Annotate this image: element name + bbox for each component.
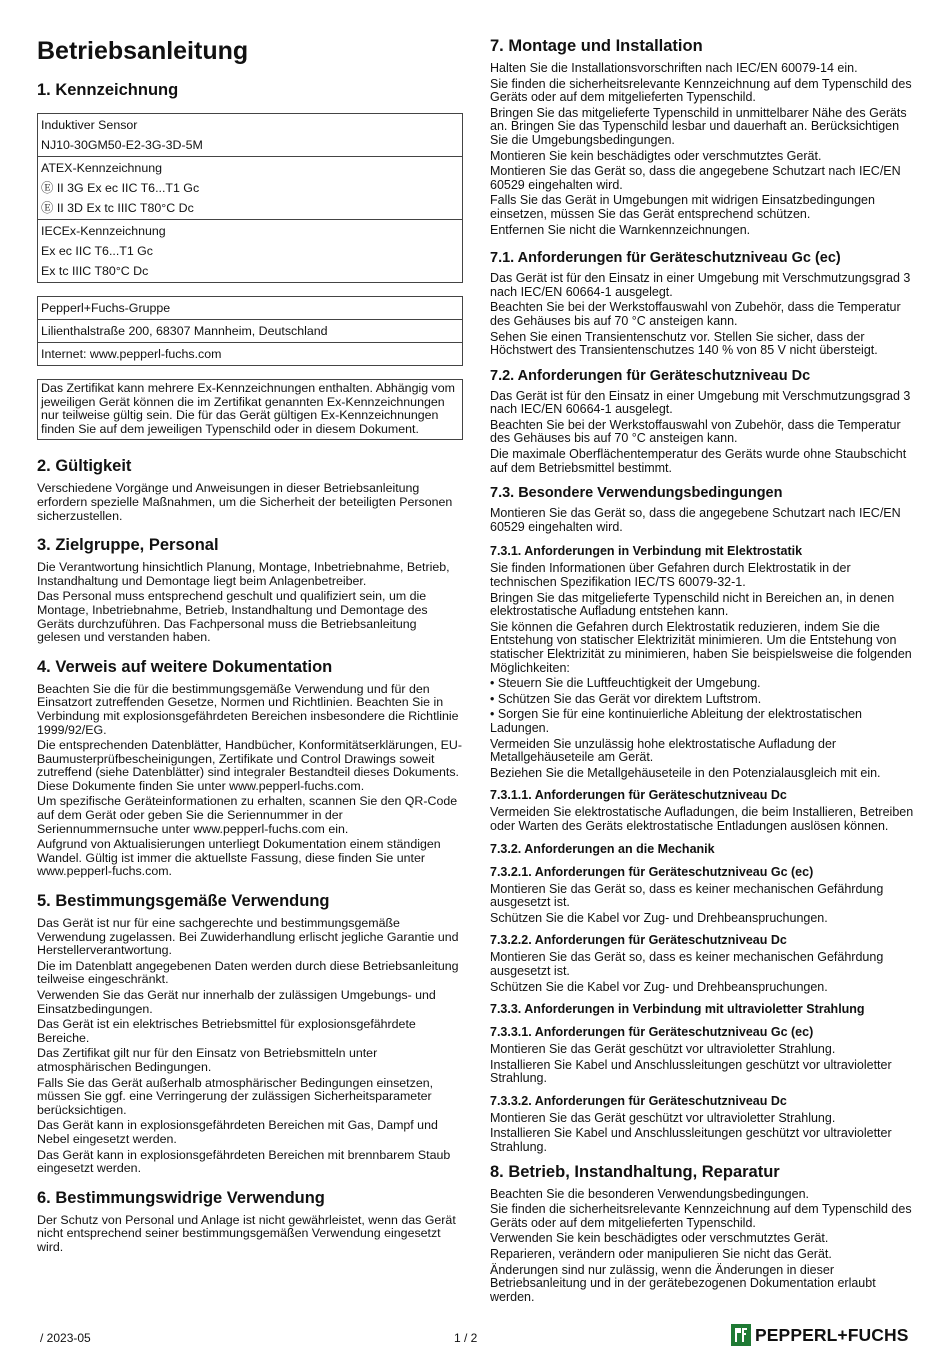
ident-line: Ⓔ II 3D Ex tc IIIC T80°C Dc (41, 201, 194, 215)
paragraph: Verwenden Sie kein beschädigtes oder verschmutztes Gerät. (490, 1231, 829, 1246)
paragraph: Das Gerät ist ein elektrisches Betriebsmittel für explosionsgefährdete Bereiche. (37, 1017, 416, 1045)
paragraph: Montieren Sie kein beschädigtes oder verschmutztes Gerät. (490, 148, 822, 163)
paragraph: Die maximale Oberflächentemperatur des Geräts wurde ohne Staubschicht auf dem Betriebsmittel bestimmt. (490, 447, 907, 475)
paragraph: Entfernen Sie nicht die Warnkennzeichnungen. (490, 222, 751, 237)
section (37, 1188, 463, 1255)
paragraph: Montieren Sie das Gerät geschützt vor ultravioletter Strahlung. (490, 1110, 836, 1125)
bullet-item: • Schützen Sie das Gerät vor direktem Luftstrom. (490, 693, 914, 707)
page-title: Betriebsanleitung (37, 37, 249, 65)
section (490, 864, 914, 926)
section-heading: 7.3.3.2. Anforderungen für Geräteschutzniveau Dc (490, 1093, 787, 1108)
paragraph: Beziehen Sie die Metallgehäuseteile in den Potenzialausgleich mit ein. (490, 765, 881, 780)
paragraph: Beachten Sie die für die bestimmungsgemäße Verwendung und für den Einsatzort zutreffenden Gesetze, Normen und Richtlinien. Beachten Sie in Verbindung mit explosionsgefährdeten Bereichen insbesondere die Richtlinie 1999/92/EG. (37, 681, 459, 737)
section (37, 657, 463, 879)
paragraph: Das Gerät ist für den Einsatz in einer Umgebung mit Verschmutzungsgrad 3 nach IEC/EN 60664-1 ausgelegt. (490, 271, 911, 299)
section (490, 36, 914, 237)
company-logo (731, 1324, 909, 1346)
paragraph: Schützen Sie die Kabel vor Zug- und Drehbeanspruchungen. (490, 979, 828, 994)
paragraph: Montieren Sie das Gerät so, dass die angegebene Schutzart nach IEC/EN 60529 eingehalten wird. (490, 164, 901, 192)
section (490, 1093, 914, 1155)
ident-line: ATEX-Kennzeichnung (41, 161, 162, 175)
paragraph: Beachten Sie bei der Werkstoffauswahl von Zubehör, dass die Temperatur des Gehäuses bis auf 70 °C ansteigen kann. (490, 417, 901, 446)
page-number: 1 / 2 (454, 1331, 478, 1345)
section (490, 249, 914, 358)
paragraph: Falls Sie das Gerät außerhalb atmosphärischer Bedingungen einsetzen, müssen Sie ggf. eine Verringerung der zulässigen Sicherheitsparameter berücksichtigen. (37, 1075, 434, 1117)
logo-text: PEPPERL+FUCHS (755, 1324, 909, 1345)
bullet-item: • Steuern Sie die Luftfeuchtigkeit der Umgebung. (490, 677, 914, 691)
section-heading: 7.3.3. Anforderungen in Verbindung mit ultravioletter Strahlung (490, 1002, 865, 1017)
paragraph: Das Zertifikat gilt nur für den Einsatz von Betriebsmitteln unter atmosphärischen Bedingungen. (37, 1046, 378, 1074)
paragraph: Die entsprechenden Datenblätter, Handbücher, Konformitätserklärungen, EU-Baumusterprüfbescheinigungen, Zertifikate und Control Drawings soweit zutreffend (siehe Datenblätter) sind integraler Bestandteil dieses Dokuments. Diese Dokumente finden Sie unter www.pepperl-fuchs.com. (37, 738, 462, 793)
paragraph: Montieren Sie das Gerät so, dass es keiner mechanischen Gefährdung ausgesetzt ist. (490, 950, 884, 978)
paragraph: Aufgrund von Aktualisierungen unterliegt Dokumentation einem ständigen Wandel. Gültig ist immer die aktuellste Fassung, diese finden Sie unter www.pepperl-fuchs.com. (37, 837, 441, 879)
paragraph: Installieren Sie Kabel und Anschlussleitungen geschützt vor ultravioletter Strahlung. (490, 1057, 892, 1086)
section (37, 456, 463, 523)
section (490, 484, 914, 534)
paragraph: Sie finden Informationen über Gefahren durch Elektrostatik in der technischen Spezifikation IEC/TS 60079-32-1. (490, 561, 851, 590)
paragraph: Sie finden die sicherheitsrelevante Kennzeichnung auf dem Typenschild des Geräts oder auf dem mitgelieferten Typenschild. (490, 1202, 912, 1230)
left-sections (37, 456, 463, 1254)
section-heading: 7.2. Anforderungen für Geräteschutzniveau Dc (490, 367, 811, 384)
section (490, 1001, 914, 1017)
company-website: Internet: www.pepperl-fuchs.com (41, 347, 222, 361)
section-heading: 1. Kennzeichnung (37, 81, 179, 99)
ident-group (38, 156, 462, 219)
ident-line: Ⓔ II 3G Ex ec IIC T6...T1 Gc (41, 181, 200, 195)
section-heading: 7.3.2.2. Anforderungen für Geräteschutzniveau Dc (490, 933, 787, 948)
section-heading: 4. Verweis auf weitere Dokumentation (37, 657, 333, 676)
section-heading: 7.3.1. Anforderungen in Verbindung mit Elektrostatik (490, 544, 803, 559)
paragraph: Schützen Sie die Kabel vor Zug- und Drehbeanspruchungen. (490, 910, 828, 925)
section (490, 841, 914, 857)
paragraph: Das Personal muss entsprechend geschult und qualifiziert sein, um die Montage, Inbetriebnahme, Betrieb, Instandhaltung und Demontage des Geräts durchzuführen. Das Fachpersonal muss die Betriebsanleitung gelesen und verstanden haben. (37, 589, 428, 645)
company-box (37, 296, 463, 366)
left-column (37, 36, 463, 1267)
section (490, 543, 914, 780)
ident-line: Induktiver Sensor (41, 118, 138, 132)
ident-group (38, 114, 462, 156)
section-heading: 7.3. Besondere Verwendungsbedingungen (490, 485, 783, 502)
paragraph: Sie finden die sicherheitsrelevante Kennzeichnung auf dem Typenschild des Geräts oder auf dem mitgelieferten Typenschild. (490, 76, 912, 105)
paragraph: Vermeiden Sie unzulässig hohe elektrostatische Aufladung der Metallgehäuseteile am Gerät. (490, 736, 837, 765)
company-row (38, 297, 462, 319)
section-heading: 7. Montage und Installation (490, 37, 703, 55)
paragraph: Bringen Sie das mitgelieferte Typenschild nicht in Bereichen an, in denen elektrostatische Aufladung entstehen kann. (490, 590, 895, 619)
footer-date: / 2023-05 (40, 1331, 91, 1345)
ident-group (38, 219, 462, 282)
paragraph: Reparieren, verändern oder manipulieren Sie nicht das Gerät. (490, 1247, 832, 1262)
section-heading: 7.1. Anforderungen für Geräteschutzniveau Gc (ec) (490, 250, 841, 267)
pepperl-fuchs-logo-icon (731, 1324, 751, 1346)
ident-line: Ex tc IIIC T80°C Dc (41, 264, 149, 278)
paragraph: Sehen Sie einen Transientenschutz vor. Stellen Sie sicher, dass der Höchstwert des Transientenschutzes 140 % von 85 V nicht übersteigt. (490, 329, 878, 358)
section-heading: 5. Bestimmungsgemäße Verwendung (37, 892, 330, 911)
section-heading: 7.3.2.1. Anforderungen für Geräteschutzniveau Gc (ec) (490, 864, 814, 879)
paragraph: Um spezifische Geräteinformationen zu erhalten, scannen Sie den QR-Code auf dem Gerät oder geben Sie die Seriennummer in der Seriennummernsuche unter www.pepperl-fuchs.com ein. (37, 794, 458, 836)
paragraph: Verwenden Sie das Gerät nur innerhalb der zulässigen Umgebungs- und Einsatzbedingungen. (37, 988, 436, 1016)
paragraph: Die Verantwortung hinsichtlich Planung, Montage, Inbetriebnahme, Betrieb, Instandhaltung und Demontage liegt beim Anlagenbetreiber. (37, 560, 450, 588)
paragraph: Beachten Sie die besonderen Verwendungsbedingungen. (490, 1186, 810, 1201)
paragraph: Montieren Sie das Gerät so, dass die angegebene Schutzart nach IEC/EN 60529 eingehalten wird. (490, 506, 901, 534)
section (37, 535, 463, 645)
section-heading: 3. Zielgruppe, Personal (37, 536, 219, 555)
paragraph: Installieren Sie Kabel und Anschlussleitungen geschützt vor ultravioletter Strahlung. (490, 1126, 892, 1155)
ident-line: IECEx-Kennzeichnung (41, 224, 166, 238)
ident-line: Ex ec IIC T6...T1 Gc (41, 244, 154, 258)
paragraph: Das Gerät ist für den Einsatz in einer Umgebung mit Verschmutzungsgrad 3 nach IEC/EN 60664-1 ausgelegt. (490, 388, 911, 417)
paragraph: Verschiedene Vorgänge und Anweisungen in dieser Betriebsanleitung erfordern spezielle Maßnahmen, um die Sicherheit der beteiligten Personen sicherzustellen. (37, 481, 453, 523)
section-heading: 6. Bestimmungswidrige Verwendung (37, 1188, 325, 1207)
section-heading: 7.3.1.1. Anforderungen für Geräteschutzniveau Dc (490, 788, 787, 803)
paragraph: Beachten Sie bei der Werkstoffauswahl von Zubehör, dass die Temperatur des Gehäuses bis auf 70 °C ansteigen kann. (490, 300, 901, 328)
paragraph: Halten Sie die Installationsvorschriften nach IEC/EN 60079-14 ein. (490, 61, 858, 75)
section (37, 891, 463, 1176)
section (490, 1024, 914, 1086)
paragraph: Vermeiden Sie elektrostatische Aufladungen, die beim Installieren, Betreiben oder Warten des Geräts elektrostatische Entladungen auslösen können. (490, 805, 914, 833)
section (490, 367, 914, 476)
paragraph: Änderungen sind nur zulässig, wenn die Änderungen in dieser Betriebsanleitung und in der gerätebezogenen Dokumentation erlaubt werden. (490, 1262, 876, 1304)
paragraph: Montieren Sie das Gerät geschützt vor ultravioletter Strahlung. (490, 1042, 836, 1057)
note-text: Das Zertifikat kann mehrere Ex-Kennzeichnungen enthalten. Abhängig vom jeweiligen Gerät können die im Zertifikat genannten Ex-Kennzeichnungen nur teilweise gültig sein. Die für das Gerät gültigen Ex-Kennzeichnungen finden Sie auf dem jeweiligen Typenschild oder in diesem Dokument. (41, 381, 455, 436)
company-row (38, 319, 462, 342)
company-name: Pepperl+Fuchs-Gruppe (41, 301, 171, 315)
right-column (490, 36, 914, 1316)
bullet-item: • Sorgen Sie für eine kontinuierliche Ableitung der elektrostatischen Ladungen. (490, 708, 914, 735)
paragraph: Das Gerät ist nur für eine sachgerechte und bestimmungsgemäße Verwendung zugelassen. Bei Zuwiderhandlung erlischt jegliche Garantie und Herstellerverantwortung. (37, 916, 459, 958)
paragraph: Montieren Sie das Gerät so, dass es keiner mechanischen Gefährdung ausgesetzt ist. (490, 881, 884, 910)
section-heading: 8. Betrieb, Instandhaltung, Reparatur (490, 1162, 780, 1181)
identification-box (37, 113, 463, 283)
section (490, 787, 914, 833)
section (490, 1162, 914, 1305)
section-heading: 7.3.2. Anforderungen an die Mechanik (490, 841, 715, 856)
company-row (38, 342, 462, 365)
ident-line: NJ10-30GM50-E2-3G-3D-5M (41, 138, 203, 152)
section-heading: 2. Gültigkeit (37, 457, 132, 476)
paragraph: Sie können die Gefahren durch Elektrostatik reduzieren, indem Sie die Entstehung von statischer Elektrizität minimieren. Um die Entstehung von statischer Elektrizität zu minimieren, haben Sie beispielsweise die folgenden Möglichkeiten: (490, 619, 912, 675)
paragraph: Bringen Sie das mitgelieferte Typenschild in unmittelbarer Nähe des Geräts an. Bringen Sie das Typenschild lesbar und dauerhaft an. Berücksichtigen Sie die Umgebungsbedingungen. (490, 105, 907, 147)
company-address: Lilienthalstraße 200, 68307 Mannheim, Deutschland (41, 324, 328, 338)
paragraph: Das Gerät kann in explosionsgefährdeten Bereichen mit brennbarem Staub eingesetzt werden. (37, 1147, 451, 1176)
certificate-note (37, 379, 463, 440)
paragraph: Falls Sie das Gerät in Umgebungen mit widrigen Einsatzbedingungen einsetzen, müssen Sie das Gerät entsprechend schützen. (490, 193, 875, 221)
paragraph: Das Gerät kann in explosionsgefährdeten Bereichen mit Gas, Dampf und Nebel eingesetzt werden. (37, 1118, 438, 1146)
paragraph: Die im Datenblatt angegebenen Daten werden durch diese Betriebsanleitung teilweise eingeschränkt. (37, 958, 459, 987)
paragraph: Der Schutz von Personal und Anlage ist nicht gewährleistet, wenn das Gerät nicht entsprechend seiner bestimmungsgemäßen Verwendung eingesetzt wird. (37, 1212, 456, 1254)
section (490, 932, 914, 994)
section-heading: 7.3.3.1. Anforderungen für Geräteschutzniveau Gc (ec) (490, 1025, 814, 1040)
